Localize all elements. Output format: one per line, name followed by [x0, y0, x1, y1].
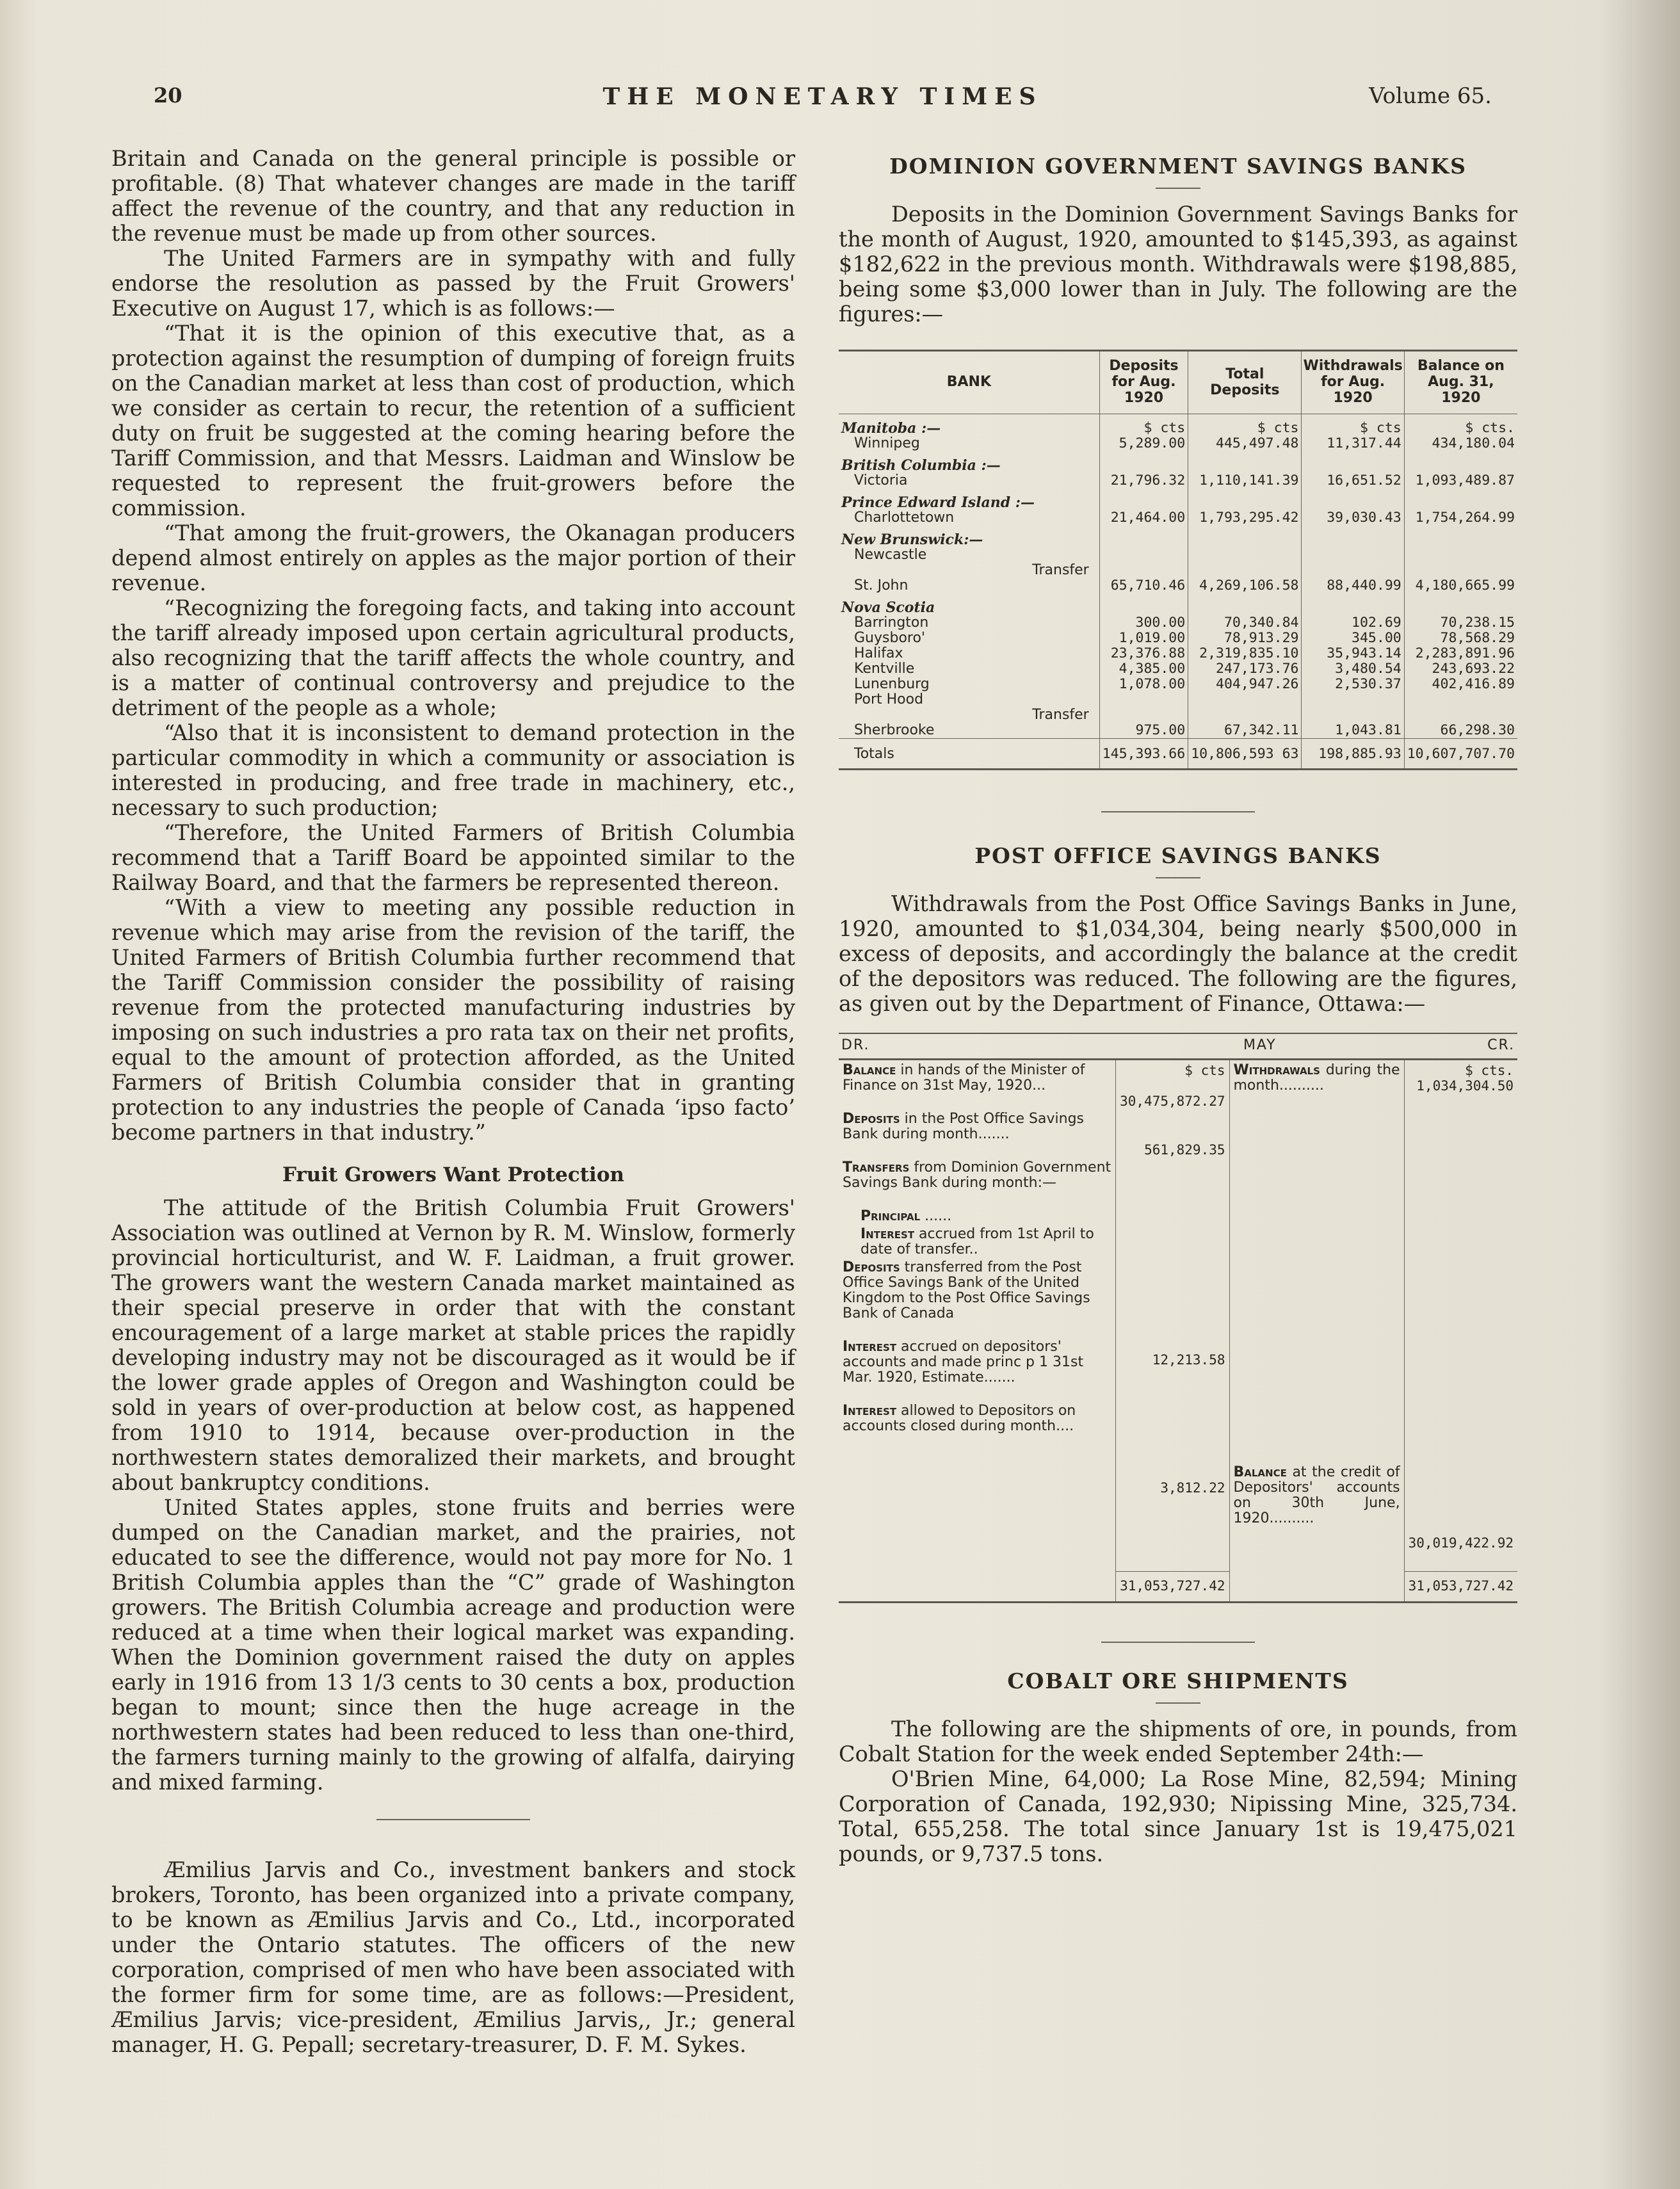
table-row — [839, 615, 1517, 631]
debit-value — [1120, 1257, 1225, 1304]
entry-text: allowed to Depositors on accounts closed during month.... — [843, 1403, 1076, 1434]
table-row — [839, 563, 1517, 578]
unit-label: $ cts — [1184, 1063, 1225, 1078]
bank-name: Port Hood — [854, 691, 924, 707]
volume-label: Volume 65. — [1369, 83, 1492, 109]
postoffice-intro: Withdrawals from the Post Office Savings Banks in June, 1920, amounted to $1,034,304, being nearly $500,000 in excess of deposits, and accordingly the balance at the credit of the depositors was reduced. The following are the figures, as given out by the Department of Finance, Ottawa:— — [839, 891, 1517, 1016]
debit-values — [1116, 1060, 1229, 1572]
entry-text: in the Post Office Savings Bank during month....... — [843, 1111, 1085, 1142]
table-cell: 404,947.26 — [1188, 677, 1302, 692]
entry-text: accrued from 1st April to date of transfer.. — [860, 1226, 1094, 1257]
table-row — [839, 436, 1517, 451]
totals-cell: 10,806,593 63 — [1188, 739, 1302, 770]
table-cell — [1404, 692, 1517, 707]
table-cell: 88,440.99 — [1302, 578, 1404, 594]
unit-label — [1099, 451, 1188, 473]
entry-keyword: Interest — [860, 1226, 915, 1242]
paragraph: United States apples, stone fruits and berries were dumped on the Canadian market, and the prairies, not educated to see the difference, would not pay more for No. 1 British Columbia apples than the “C” grade of Washington growers. The British Columbia acreage and production were reduced at a time when their logical market was expanding. When the Dominion government raised the duty on apples early in 1916 from 13 1/3 cents to 30 cents a box, production began to mount; since then the huge acreage in the northwestern states had been reduced to less than one-third, the farmers turning mainly to the growing of alfalfa, dairying and mixed farming. — [111, 1495, 795, 1795]
debit-entry — [843, 1339, 1111, 1385]
left-column — [111, 146, 795, 2057]
totals-cell: 198,885.93 — [1302, 739, 1404, 770]
table-cell — [1188, 707, 1302, 723]
table-cell — [1404, 547, 1517, 563]
table-cell — [1302, 563, 1404, 578]
table-cell: 445,497.48 — [1188, 436, 1302, 451]
paragraph: “Also that it is inconsistent to demand protection in the particular commodity in which a community or association is interested in producing, and free trade in machinery, etc., necessary to such production; — [111, 720, 795, 820]
credit-entry — [1234, 1465, 1400, 1526]
paragraph: Æmilius Jarvis and Co., investment bankers and stock brokers, Toronto, has been organized into a private company, to be known as Æmilius Jarvis and Co., Ltd., incorporated under the Ontario statutes. The officers of the new corporation, comprised of men who have been associated with the former firm for some time, are as follows:—President, Æmilius Jarvis; vice-president, Æmilius Jarvis,, Jr.; general manager, H. G. Pepall; secretary-treasurer, D. F. M. Sykes. — [111, 1857, 795, 2057]
totals-cell: 10,607,707.70 — [1404, 739, 1517, 770]
table-cell: 16,651.52 — [1302, 473, 1404, 489]
bank-name: Lunenburg — [854, 676, 930, 692]
column-header: Withdrawals for Aug. 1920 — [1302, 351, 1404, 414]
debit-entries — [839, 1060, 1116, 1572]
right-column — [839, 146, 1517, 1866]
credit-value: 1,034,304.50 — [1416, 1078, 1514, 1094]
credit-value: 30,019,422.92 — [1408, 1535, 1514, 1551]
table-total-row — [839, 1572, 1517, 1603]
entry-keyword: Balance — [843, 1062, 896, 1078]
table-cell: 3,480.54 — [1302, 661, 1404, 677]
table-cell: 66,298.30 — [1404, 723, 1517, 739]
table-cell: 21,464.00 — [1099, 510, 1188, 526]
paragraph: “That it is the opinion of this executive that, as a protection against the resumption of dumping of foreign fruits on the Canadian market at less than cost of production, which we consider as certain to recur, the retention of a sufficient duty on fruit be suggested at the coming hearing before the Tariff Commission, and that Messrs. Laidman and Winslow be requested to represent the fruit-growers before the commission. — [111, 321, 795, 521]
postoffice-table — [839, 1033, 1517, 1603]
column-header: BANK — [839, 351, 1099, 414]
table-cell: 2,530.37 — [1302, 677, 1404, 692]
entry-keyword: Interest — [843, 1403, 897, 1419]
table-cell — [1404, 707, 1517, 723]
unit-label — [1302, 594, 1404, 615]
province-row — [839, 489, 1517, 510]
unit-label — [1188, 594, 1302, 615]
unit-label: $ cts — [1188, 414, 1302, 437]
separator-rule — [1156, 188, 1200, 189]
table-cell: 975.00 — [1099, 723, 1188, 739]
table-cell: 5,289.00 — [1099, 436, 1188, 451]
credit-entries — [1229, 1060, 1404, 1572]
table-cell: 2,319,835.10 — [1188, 646, 1302, 661]
table-cell: 1,793,295.42 — [1188, 510, 1302, 526]
debit-entry — [843, 1209, 1111, 1224]
bank-name: Transfer — [1032, 707, 1089, 723]
entry-keyword: Principal — [860, 1208, 921, 1224]
separator-rule — [1156, 877, 1200, 878]
unit-label: $ cts. — [1465, 1063, 1514, 1078]
table-cell: 23,376.88 — [1099, 646, 1188, 661]
credit-header: CR. — [1404, 1033, 1517, 1060]
unit-label — [1404, 451, 1517, 473]
table-cell — [1099, 692, 1188, 707]
paragraph: The attitude of the British Columbia Fruit Growers' Association was outlined at Vernon by R. M. Winslow, formerly provincial horticulturist, and W. F. Laidman, a fruit grower. The growers want the western Canada market maintained as their special preserve in order that with the constant encouragement of a large market at stable prices the rapidly developing industry may not be discouraged as it would be if the lower grade apples of Oregon and Washington could be sold in years of over-production at below cost, as happened from 1910 to 1914, because over-production in the northwestern states demoralized their markets, and brought about bankruptcy conditions. — [111, 1195, 795, 1495]
table-cell: 1,019.00 — [1099, 631, 1188, 646]
province-label: New Brunswick:— — [841, 531, 983, 548]
province-label: Manitoba :— — [841, 420, 941, 437]
table-row — [839, 677, 1517, 692]
table-cell: 4,180,665.99 — [1404, 578, 1517, 594]
unit-label: $ cts — [1302, 414, 1404, 437]
table-cell: 39,030.43 — [1302, 510, 1404, 526]
entry-keyword: Deposits — [843, 1259, 900, 1275]
postoffice-title: POST OFFICE SAVINGS BANKS — [974, 843, 1382, 868]
bank-name: St. John — [854, 578, 909, 594]
debit-value: 30,475,872.27 — [1120, 1094, 1225, 1109]
entry-keyword: Withdrawals — [1233, 1062, 1320, 1078]
province-row — [839, 526, 1517, 547]
table-cell: 1,078.00 — [1099, 677, 1188, 692]
table-cell: 67,342.11 — [1188, 723, 1302, 739]
table-row — [839, 661, 1517, 677]
debit-entry — [843, 1403, 1111, 1434]
table-row — [839, 578, 1517, 594]
page-number: 20 — [154, 83, 182, 108]
table-row — [839, 631, 1517, 646]
table-row — [839, 723, 1517, 739]
unit-label: $ cts. — [1404, 414, 1517, 437]
credit-values — [1404, 1060, 1517, 1572]
table-cell: 78,913.29 — [1188, 631, 1302, 646]
paragraph: The United Farmers are in sympathy with and fully endorse the resolution as passed by the Fruit Growers' Executive on August 17, which is as follows:— — [111, 246, 795, 321]
column-header: Balance on Aug. 31, 1920 — [1404, 351, 1517, 414]
paragraph: “With a view to meeting any possible reduction in revenue which may arise from the revision of the tariff, the United Farmers of British Columbia further recommend that the Tariff Commission consider the possibility of raising revenue from the protected manufacturing industries by imposing on such industries a pro rata tax on their net profits, equal to the amount of protection afforded, as the United Farmers of British Columbia consider that in granting protection to any industries the people of Canada ‘ipso facto’ become partners in that industry.” — [111, 895, 795, 1145]
entry-keyword: Interest — [843, 1339, 897, 1355]
province-row — [839, 594, 1517, 615]
entry-text: at the credit of Depositors' accounts on 30th June, 1920.......... — [1233, 1464, 1400, 1526]
debit-value — [1120, 1240, 1225, 1255]
unit-label — [1188, 489, 1302, 510]
table-cell — [1188, 692, 1302, 707]
table-row — [839, 547, 1517, 563]
bank-name: Victoria — [854, 473, 908, 489]
table-cell — [1404, 563, 1517, 578]
publication-title: THE MONETARY TIMES — [602, 83, 1043, 110]
month-header: MAY — [1116, 1033, 1404, 1060]
province-label: Nova Scotia — [841, 599, 935, 616]
paragraph: “Recognizing the foregoing facts, and taking into account the tariff already imposed upon certain agricultural products, also recognizing that the tariff affects the whole country, and is a matter of continual controversy and prejudice to the detriment of the people as a whole; — [111, 595, 795, 720]
bank-name: Transfer — [1032, 562, 1089, 578]
entry-text: in hands of the Minister of Finance on 31st May, 1920... — [843, 1062, 1085, 1094]
column-header: Total Deposits — [1188, 351, 1302, 414]
table-cell — [1099, 547, 1188, 563]
table-cell: 70,238.15 — [1404, 615, 1517, 631]
entry-text: from Dominion Government Savings Bank during month:— — [843, 1159, 1111, 1191]
dominion-table — [839, 350, 1517, 770]
table-cell: 65,710.46 — [1099, 578, 1188, 594]
unit-label — [1302, 489, 1404, 510]
bank-name: Winnipeg — [854, 435, 920, 451]
table-header-row — [839, 351, 1517, 414]
table-row — [839, 707, 1517, 723]
bank-name: Kentville — [854, 661, 915, 677]
bank-name: Halifax — [854, 645, 903, 661]
table-cell: 2,283,891.96 — [1404, 646, 1517, 661]
bank-name: Guysboro' — [854, 630, 925, 646]
table-row — [839, 692, 1517, 707]
table-cell: 21,796.32 — [1099, 473, 1188, 489]
table-cell: 4,269,106.58 — [1188, 578, 1302, 594]
province-row — [839, 451, 1517, 473]
unit-label — [1404, 526, 1517, 547]
entry-text: accrued on depositors' accounts and made princ p 1 31st Mar. 1920, Estimate....... — [843, 1339, 1084, 1385]
province-label: Prince Edward Island :— — [841, 494, 1035, 511]
dominion-intro: Deposits in the Dominion Government Savings Banks for the month of August, 1920, amounted to $145,393, as against $182,622 in the previous month. Withdrawals were $198,885, being some $3,000 lower than in July. The following are the figures:— — [839, 202, 1517, 327]
table-cell: 243,693.22 — [1404, 661, 1517, 677]
paragraph: O'Brien Mine, 64,000; La Rose Mine, 82,594; Mining Corporation of Canada, 192,930; Nipissing Mine, 325,734. Total, 655,258. The total since January 1st is 19,475,021 pounds, or 9,737.5 tons. — [839, 1766, 1517, 1866]
table-cell: 1,043.81 — [1302, 723, 1404, 739]
debit-entry — [843, 1260, 1111, 1321]
debit-entry — [843, 1111, 1111, 1142]
debit-value — [1120, 1385, 1225, 1432]
table-cell: 402,416.89 — [1404, 677, 1517, 692]
credit-total: 31,053,727.42 — [1404, 1572, 1517, 1603]
unit-label — [1404, 594, 1517, 615]
table-row — [839, 473, 1517, 489]
entry-keyword: Balance — [1233, 1464, 1287, 1480]
table-cell: 35,943.14 — [1302, 646, 1404, 661]
totals-cell: 145,393.66 — [1099, 739, 1188, 770]
table-cell: 300.00 — [1099, 615, 1188, 631]
cobalt-title: COBALT ORE SHIPMENTS — [1007, 1668, 1349, 1693]
table-cell: 434,180.04 — [1404, 436, 1517, 451]
separator-rule — [1156, 1702, 1200, 1704]
unit-label — [1099, 526, 1188, 547]
table-cell — [1302, 707, 1404, 723]
unit-label — [1188, 526, 1302, 547]
unit-label — [1404, 489, 1517, 510]
paragraph: “Therefore, the United Farmers of British Columbia recommend that a Tariff Board be appointed similar to the Railway Board, and that the farmers be represented thereon. — [111, 820, 795, 895]
debit-value — [1120, 1175, 1225, 1222]
entry-text: during the month.......... — [1233, 1062, 1400, 1094]
table-cell: 78,568.29 — [1404, 631, 1517, 646]
debit-value: 12,213.58 — [1152, 1352, 1225, 1368]
table-cell: 11,317.44 — [1302, 436, 1404, 451]
debit-value: 561,829.35 — [1144, 1142, 1225, 1158]
page-header — [154, 83, 1492, 115]
table-row — [839, 1060, 1517, 1572]
debit-entry — [843, 1160, 1111, 1191]
separator-rule — [376, 1819, 530, 1820]
entry-keyword: Transfers — [843, 1159, 910, 1175]
bank-name: Charlottetown — [854, 510, 955, 526]
unit-label — [1302, 526, 1404, 547]
debit-value: 3,812.22 — [1160, 1480, 1225, 1496]
bank-name: Sherbrooke — [854, 722, 935, 738]
unit-label — [1099, 594, 1188, 615]
table-cell: 1,110,141.39 — [1188, 473, 1302, 489]
totals-row — [839, 739, 1517, 770]
table-cell: 345.00 — [1302, 631, 1404, 646]
table-cell: 247,173.76 — [1188, 661, 1302, 677]
unit-label — [1099, 489, 1188, 510]
table-cell — [1188, 563, 1302, 578]
entry-keyword: Deposits — [843, 1111, 900, 1127]
table-cell: 4,385.00 — [1099, 661, 1188, 677]
entry-text: ...... — [920, 1208, 952, 1224]
debit-header: DR. — [839, 1033, 1116, 1060]
table-cell: 1,754,264.99 — [1404, 510, 1517, 526]
column-header: Deposits for Aug. 1920 — [1099, 351, 1188, 414]
table-cell — [1302, 692, 1404, 707]
dominion-table-body — [839, 414, 1517, 770]
paragraph: Britain and Canada on the general principle is possible or profitable. (8) That whatever changes are made in the tariff affect the revenue of the country, and that any reduction in the revenue must be made up from other sources. — [111, 146, 795, 246]
table-cell: 1,093,489.87 — [1404, 473, 1517, 489]
entry-text: transferred from the Post Office Savings Bank of the United Kingdom to the Post Office Savings Bank of Canada — [843, 1259, 1090, 1321]
credit-entry — [1234, 1063, 1400, 1094]
paragraph: The following are the shipments of ore, in pounds, from Cobalt Station for the week ended September 24th:— — [839, 1716, 1517, 1766]
unit-label — [1302, 451, 1404, 473]
table-cell: 102.69 — [1302, 615, 1404, 631]
dominion-title: DOMINION GOVERNMENT SAVINGS BANKS — [889, 154, 1467, 179]
table-row — [839, 510, 1517, 526]
table-cell — [1099, 707, 1188, 723]
unit-label: $ cts — [1099, 414, 1188, 437]
separator-rule — [1101, 1642, 1255, 1643]
table-cell — [1099, 563, 1188, 578]
province-label: British Columbia :— — [841, 457, 1001, 474]
debit-total: 31,053,727.42 — [1116, 1572, 1229, 1603]
section-subhead: Fruit Growers Want Protection — [282, 1163, 625, 1186]
paragraph: “That among the fruit-growers, the Okanagan producers depend almost entirely on apples as the major portion of their revenue. — [111, 521, 795, 595]
bank-name: Newcastle — [854, 547, 927, 563]
table-header-row — [839, 1033, 1517, 1060]
totals-label: Totals — [839, 739, 1099, 770]
separator-rule — [1101, 811, 1255, 812]
bank-name: Barrington — [854, 615, 929, 631]
table-cell: 70,340.84 — [1188, 615, 1302, 631]
province-row — [839, 414, 1517, 437]
table-cell — [1302, 547, 1404, 563]
unit-label — [1188, 451, 1302, 473]
debit-entry — [843, 1227, 1111, 1257]
debit-entry — [843, 1063, 1111, 1094]
table-row — [839, 646, 1517, 661]
table-cell — [1188, 547, 1302, 563]
